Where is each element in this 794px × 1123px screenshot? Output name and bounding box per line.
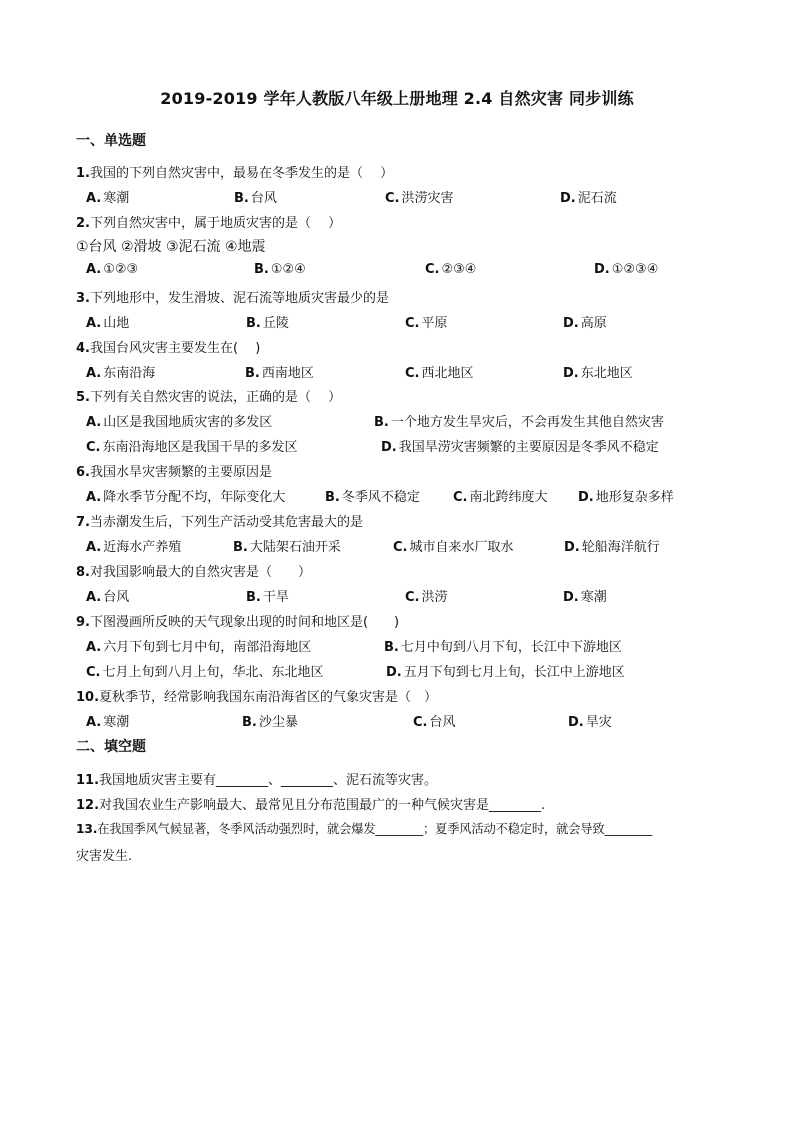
q7-option-d: D. 轮船海洋航行: [564, 540, 660, 555]
q3-option-d: D. 高原: [563, 316, 607, 331]
section-heading-single-choice: 一、单选题: [76, 133, 146, 149]
q2-subitems: ①台风 ②滑坡 ③泥石流 ④地震: [76, 239, 266, 255]
section-heading-fill-in: 二、填空题: [76, 739, 146, 755]
q4-option-a: A. 东南沿海: [86, 366, 156, 381]
q10-option-b: B. 沙尘暴: [242, 715, 298, 730]
question-9: 9.下图漫画所反映的天气现象出现的时间和地区是( ): [76, 615, 400, 630]
question-13-continuation: 灾害发生.: [76, 849, 133, 864]
q7-option-b: B. 大陆架石油开采: [233, 540, 341, 555]
question-8: 8.对我国影响最大的自然灾害是（ ）: [76, 565, 311, 580]
question-10: 10.夏秋季节，经常影响我国东南沿海省区的气象灾害是（ ）: [76, 690, 438, 705]
q4-option-d: D. 东北地区: [563, 366, 633, 381]
page-title: 2019-2019 学年人教版八年级上册地理 2.4 自然灾害 同步训练: [160, 89, 634, 108]
q1-option-a: A. 寒潮: [86, 191, 130, 206]
q10-option-a: A. 寒潮: [86, 715, 130, 730]
q5-option-d: D. 我国旱涝灾害频繁的主要原因是冬季风不稳定: [381, 440, 659, 455]
question-5: 5.下列有关自然灾害的说法，正确的是（ ）: [76, 390, 342, 405]
q2-option-d: D. ①②③④: [594, 262, 659, 277]
q1-option-b: B. 台风: [234, 191, 277, 206]
q9-option-c: C. 七月上旬到八月上旬，华北、东北地区: [86, 665, 324, 680]
q5-option-c: C. 东南沿海地区是我国干旱的多发区: [86, 440, 298, 455]
question-7: 7.当赤潮发生后，下列生产活动受其危害最大的是: [76, 515, 363, 530]
question-4: 4.我国台风灾害主要发生在( ): [76, 341, 261, 356]
q3-option-c: C. 平原: [405, 316, 448, 331]
question-text: 我国的下列自然灾害中，最易在冬季发生的是（ ）: [89, 166, 394, 181]
q8-option-d: D. 寒潮: [563, 590, 607, 605]
question-12: 12.对我国农业生产影响最大、最常见且分布范围最广的一种气候灾害是________.: [76, 798, 546, 813]
q8-option-a: A. 台风: [86, 590, 130, 605]
q1-option-d: D. 泥石流: [560, 191, 617, 206]
q8-option-b: B. 干旱: [246, 590, 289, 605]
question-2: 2.下列自然灾害中，属于地质灾害的是（ ）: [76, 216, 342, 231]
q2-option-a: A. ①②③: [86, 262, 139, 277]
q4-option-c: C. 西北地区: [405, 366, 474, 381]
q1-option-c: C. 洪涝灾害: [385, 191, 454, 206]
question-11: 11.我国地质灾害主要有________、________、泥石流等灾害。: [76, 773, 438, 788]
q8-option-c: C. 洪涝: [405, 590, 448, 605]
q6-option-c: C. 南北跨纬度大: [453, 490, 548, 505]
question-1: [76, 162, 393, 181]
q9-option-d: D. 五月下旬到七月上旬，长江中上游地区: [386, 665, 625, 680]
question-6: 6.我国水旱灾害频繁的主要原因是: [76, 465, 272, 480]
q2-option-b: B. ①②④: [254, 262, 306, 277]
q6-option-d: D. 地形复杂多样: [578, 490, 674, 505]
q9-option-a: A. 六月下旬到七月中旬，南部沿海地区: [86, 640, 312, 655]
q6-option-a: A. 降水季节分配不均，年际变化大: [86, 490, 286, 505]
q6-option-b: B. 冬季风不稳定: [325, 490, 420, 505]
q7-option-c: C. 城市自来水厂取水: [393, 540, 514, 555]
q10-option-d: D. 旱灾: [568, 715, 612, 730]
question-3: 3.下列地形中，发生滑坡、泥石流等地质灾害最少的是: [76, 291, 389, 306]
q2-option-c: C. ②③④: [425, 262, 477, 277]
q9-option-b: B. 七月中旬到八月下旬，长江中下游地区: [384, 640, 622, 655]
question-13: 13.在我国季风气候显著，冬季风活动强烈时，就会爆发________；夏季风活动不稳定时，就会导致________: [76, 822, 653, 836]
q3-option-b: B. 丘陵: [246, 316, 289, 331]
q3-option-a: A. 山地: [86, 316, 130, 331]
question-number: 1.: [76, 166, 90, 181]
q5-option-a: A. 山区是我国地质灾害的多发区: [86, 415, 273, 430]
q5-option-b: B. 一个地方发生旱灾后，不会再发生其他自然灾害: [374, 415, 664, 430]
q7-option-a: A. 近海水产养殖: [86, 540, 182, 555]
q10-option-c: C. 台风: [413, 715, 456, 730]
q4-option-b: B. 西南地区: [245, 366, 314, 381]
